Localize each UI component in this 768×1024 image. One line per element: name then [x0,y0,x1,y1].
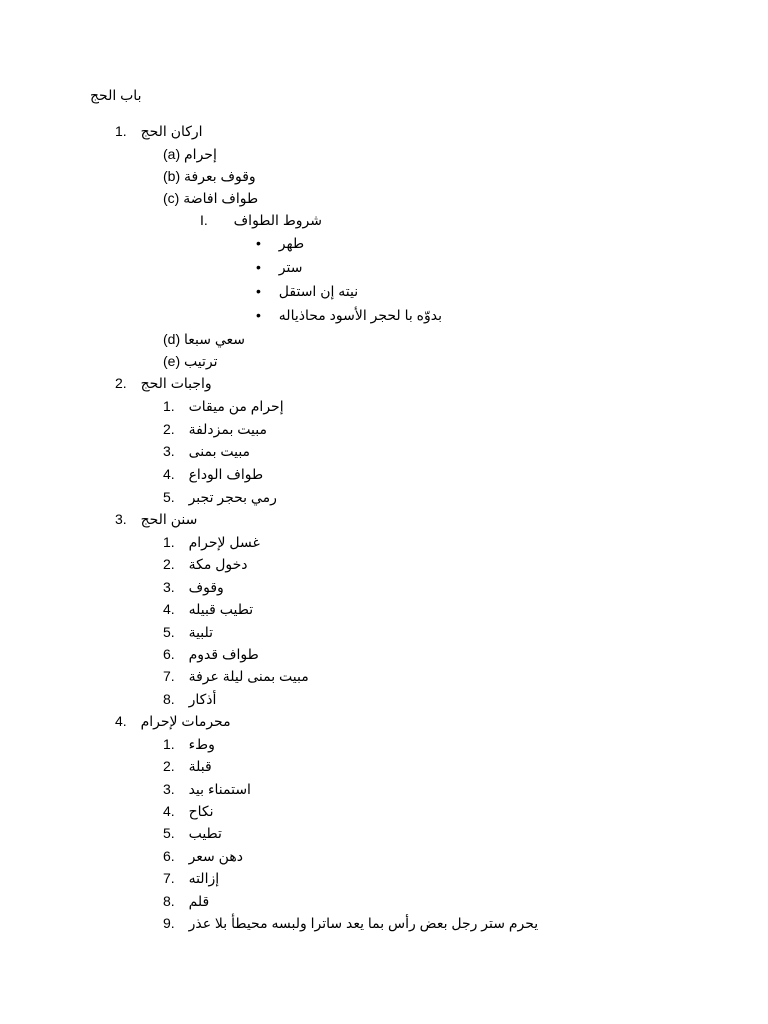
list-marker: 1. [163,398,175,414]
list-item-text: طواف افاضة [183,190,259,206]
list-item [163,486,277,508]
list-item-text: سعي سبعا [184,331,246,347]
section-heading [115,372,212,394]
bullet-item [256,304,442,326]
list-item-text: ترتيب [184,353,218,369]
bullet-marker: • [256,235,261,251]
list-marker: 2. [163,421,175,437]
list-item [163,165,256,187]
list-item [163,643,259,665]
list-marker: 5. [163,489,175,505]
bullet-item [256,280,358,302]
list-marker: 8. [163,691,175,707]
list-item-text: تلبية [188,624,214,640]
list-item-text: قبلة [188,758,212,774]
list-item [163,350,218,372]
list-marker: 4. [163,601,175,617]
list-item-text: مبيت بمنى [188,443,251,459]
list-marker: 6. [163,848,175,864]
list-item [163,143,217,165]
list-marker: 5. [163,825,175,841]
list-item-text: إحرام [184,146,217,162]
list-item [163,553,248,575]
bullet-item [256,232,304,254]
list-marker: 2. [163,556,175,572]
list-marker: (c) [163,190,180,206]
list-item-text: إحرام من ميقات [188,398,284,414]
list-item [163,531,260,553]
list-marker: 9. [163,915,175,931]
list-item [163,890,209,912]
list-item [163,845,243,867]
list-marker: (a) [163,146,181,162]
list-marker: 1. [163,534,175,550]
list-marker: 6. [163,646,175,662]
section-heading-text: اركان الحج [140,123,203,139]
list-marker: (e) [163,353,181,369]
list-item-text: نيته إن استقل [278,283,359,299]
list-marker: 4. [163,803,175,819]
list-marker: 8. [163,893,175,909]
section-number: 1. [115,123,127,139]
section-number: 4. [115,713,127,729]
section-number: 3. [115,511,127,527]
section-heading-text: سنن الحج [140,511,198,527]
list-item [163,621,213,643]
list-item [163,665,309,687]
list-item-text: تطيب قبيله [188,601,254,617]
list-item [163,867,219,889]
list-marker: (d) [163,331,181,347]
section-heading [115,508,197,530]
list-item [163,733,215,755]
list-item [163,395,284,417]
section-number: 2. [115,375,127,391]
bullet-marker: • [256,283,261,299]
list-marker: 7. [163,668,175,684]
list-marker: 3. [163,579,175,595]
list-marker: 2. [163,758,175,774]
list-item-text: طواف قدوم [188,646,259,662]
list-item [200,209,322,231]
list-marker: I. [200,212,208,228]
list-item-text: رمي بحجر تجبر [188,489,277,505]
list-item-text: مبيت بمنى ليلة عرفة [188,668,309,684]
list-item-text: وقوف [188,579,224,595]
section-heading [115,710,231,732]
list-item-text: طواف الوداع [188,466,264,482]
list-item-text: نكاح [188,803,214,819]
list-item-text: قلم [188,893,210,909]
list-item [163,688,216,710]
list-item [163,418,267,440]
list-item-text: غسل لإحرام [188,534,260,550]
list-item [163,463,263,485]
list-marker: (b) [163,168,181,184]
list-item [163,328,245,350]
list-item-text: استمناء بيد [188,781,251,797]
list-item [163,912,538,934]
list-marker: 1. [163,736,175,752]
bullet-item [256,256,302,278]
list-item-text: ستر [278,259,303,275]
bullet-marker: • [256,259,261,275]
list-item-text: إزالته [188,870,220,886]
list-item [163,576,224,598]
list-item-text: شروط الطواف [233,212,322,228]
section-heading-text: محرمات لإحرام [140,713,231,729]
list-item-text: يحرم ستر رجل بعض رأس بما يعد ساترا ولبسه محيطأ بلا عذر [188,915,539,931]
list-item-text: وطء [188,736,215,752]
list-item-text: وقوف بعرفة [184,168,256,184]
list-item-text: مبيت بمزدلفة [188,421,267,437]
list-item-text: بدوّه با لحجر الأسود محاذياله [278,307,442,323]
list-item-text: دهن سعر [188,848,243,864]
list-marker: 5. [163,624,175,640]
list-item [163,440,250,462]
list-item [163,800,214,822]
list-marker: 3. [163,443,175,459]
section-heading [115,120,203,142]
list-marker: 4. [163,466,175,482]
document-title: باب الحج [90,87,142,103]
list-marker: 7. [163,870,175,886]
list-marker: 3. [163,781,175,797]
bullet-marker: • [256,307,261,323]
list-item-text: دخول مكة [188,556,248,572]
section-heading-text: واجبات الحج [140,375,212,391]
list-item-text: تطيب [188,825,222,841]
list-item [163,778,251,800]
list-item [163,822,222,844]
list-item [163,598,253,620]
list-item-text: طهر [278,235,305,251]
list-item [163,187,258,209]
list-item [163,755,212,777]
list-item-text: أذكار [188,691,217,707]
